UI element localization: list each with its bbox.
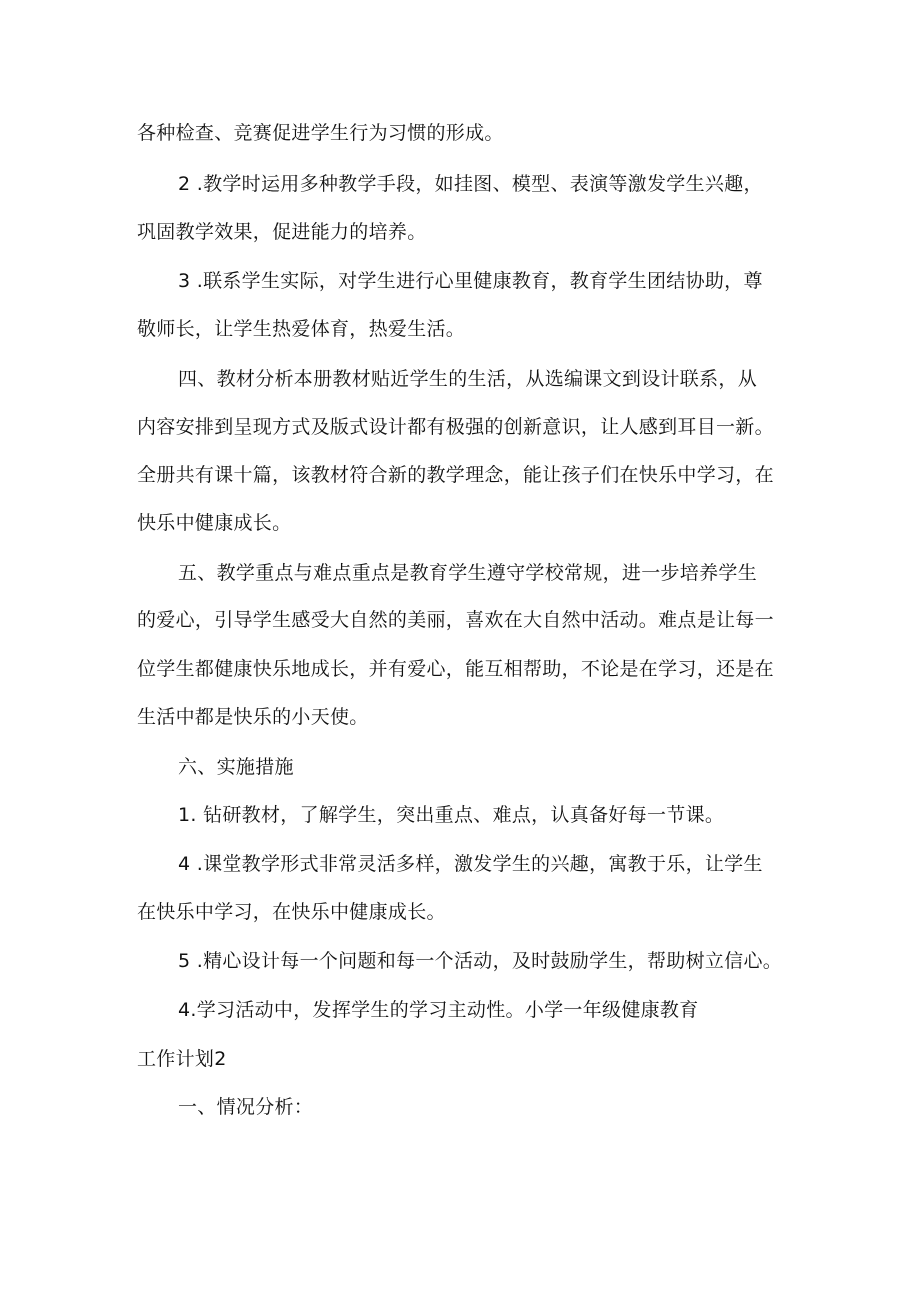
- text-line-3: 巩固教学效果，促进能力的培养。: [137, 221, 427, 243]
- document-title: 工作计划2: [137, 1048, 227, 1070]
- text-line-19: 4.学习活动中，发挥学生的学习主动性。小学一年级健康教育: [178, 999, 699, 1021]
- text-line-7: 内容安排到呈现方式及版式设计都有极强的创新意识，让人感到耳目一新。: [137, 416, 774, 438]
- text-line-13: 生活中都是快乐的小天使。: [137, 706, 369, 728]
- text-line-18: 5 .精心设计每一个问题和每一个活动，及时鼓励学生，帮助树立信心。: [178, 950, 783, 972]
- text-line-16: 4 .课堂教学形式非常灵活多样，激发学生的兴趣，寓教于乐，让学生: [178, 853, 763, 875]
- text-line-2: 2 .教学时运用多种教学手段，如挂图、模型、表演等激发学生兴趣，: [178, 173, 763, 195]
- text-line-15: 1. 钻研教材，了解学生，突出重点、难点，认真备好每一节课。: [178, 804, 725, 826]
- text-line-6: 四、教材分析本册教材贴近学生的生活，从选编课文到设计联系，从: [178, 368, 758, 390]
- text-line-9: 快乐中健康成长。: [137, 512, 292, 534]
- text-line-4: 3 .联系学生实际，对学生进行心里健康教育，教育学生团结协助，尊: [178, 270, 763, 292]
- text-line-10: 五、教学重点与难点重点是教育学生遵守学校常规，进一步培养学生: [178, 562, 758, 584]
- text-line-8: 全册共有课十篇，该教材符合新的教学理念，能让孩子们在快乐中学习，在: [137, 464, 774, 486]
- section-heading-implementation: 六、实施措施: [178, 756, 294, 778]
- text-line-5: 敬师长，让学生热爱体育，热爱生活。: [137, 318, 466, 340]
- text-line-12: 位学生都健康快乐地成长，并有爱心，能互相帮助，不论是在学习，还是在: [137, 658, 774, 680]
- text-line-11: 的爱心，引导学生感受大自然的美丽，喜欢在大自然中活动。难点是让每一: [137, 609, 774, 631]
- text-line-1: 各种检查、竞赛促进学生行为习惯的形成。: [137, 122, 504, 144]
- text-line-17: 在快乐中学习，在快乐中健康成长。: [137, 901, 446, 923]
- section-heading-situation: 一、情况分析：: [178, 1096, 314, 1118]
